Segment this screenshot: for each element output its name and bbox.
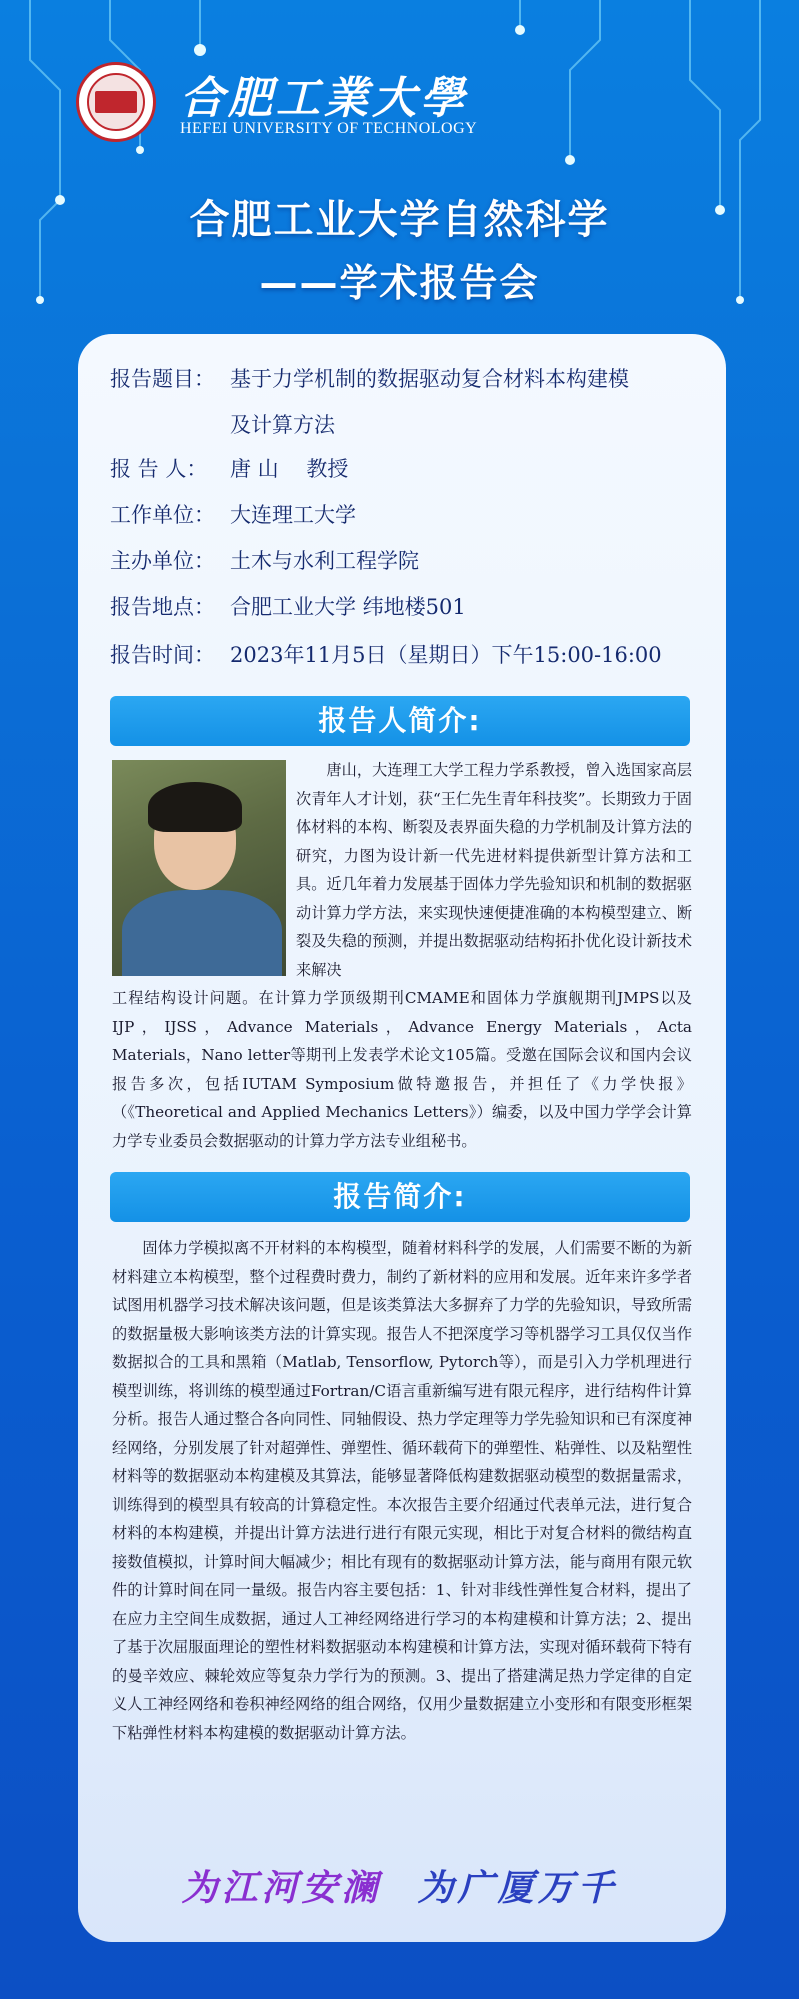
topic-label: 报告题目： [110, 367, 215, 391]
topic-value-line2: 及计算方法 [230, 413, 335, 437]
host-label: 主办单位： [110, 549, 215, 573]
info-time [110, 632, 710, 678]
venue-label: 报告地点： [110, 595, 215, 619]
speaker-value: 唐 山 教授 [230, 457, 349, 481]
motto-part1: 为江河安澜 [181, 1867, 382, 1909]
info-host [110, 538, 710, 584]
time-label: 报告时间： [110, 643, 215, 667]
topic-value-line1: 基于力学机制的数据驱动复合材料本构建模 [230, 367, 629, 391]
abstract-heading: 报告简介: [110, 1172, 690, 1222]
header [0, 0, 799, 330]
speaker-label: 报 告 人： [110, 457, 208, 481]
page-title: 合肥工业大学自然科学 [189, 197, 610, 243]
speaker-photo [112, 760, 286, 976]
bio-heading: 报告人简介: [110, 696, 690, 746]
university-name-en: HEFEI UNIVERSITY OF TECHNOLOGY [180, 120, 478, 137]
bio-text-part1: 唐山，大连理工大学工程力学系教授，曾入选国家高层次青年人才计划，获“王仁先生青年科技奖”。长期致力于固体材料的本构、断裂及表界面失稳的力学机制及计算方法的研究，力图为设计新一代先进材料提供新型计算方法和工具。近几年着力发展基于固体力学先验知识和机制的数据驱动计算力学方法，来实现快速便捷准确的本构模型建立、断裂及失稳的预测，并提出数据驱动结构拓扑优化设计新技术来解决 [296, 761, 692, 979]
affiliation-label: 工作单位： [110, 503, 215, 527]
info-speaker [110, 446, 710, 492]
host-value: 土木与水利工程学院 [230, 549, 419, 573]
info-topic [110, 356, 710, 437]
page-subtitle: ——学术报告会 [259, 261, 540, 305]
motto [0, 1860, 799, 1911]
motto-part2: 为广厦万千 [417, 1867, 618, 1909]
university-seal-logo [76, 62, 156, 142]
time-value: 2023年11月5日（星期日）下午15:00-16:00 [230, 643, 662, 667]
info-affiliation [110, 492, 710, 538]
info-venue [110, 584, 710, 630]
affiliation-value: 大连理工大学 [230, 503, 356, 527]
bio-text-part2: 工程结构设计问题。在计算力学顶级期刊CMAME和固体力学旗舰期刊JMPS以及IJP，IJSS，Advance Materials，Advance Energy Materials，Acta Materials，Nano letter等期刊上发表学术论文105篇。受邀在国际会议和国内会议报告多次，包括IUTAM Symposium做特邀报告，并担任了《力学快报》（《Theoretical and Applied Mechanics Letters》）编委，以及中国力学学会计算力学专业委员会数据驱动的计算力学方法专业组秘书。 [112, 989, 692, 1150]
abstract-text: 固体力学模拟离不开材料的本构模型，随着材料科学的发展，人们需要不断的为新材料建立本构模型，整个过程费时费力，制约了新材料的应用和发展。近年来许多学者试图用机器学习技术解决该问题，但是该类算法大多摒弃了力学的先验知识，导致所需的数据量极大影响该类方法的计算实现。报告人不把深度学习等机器学习工具仅仅当作数据拟合的工具和黑箱（Matlab, Tensorflow, Pytorch等），而是引入力学机理进行模型训练，将训练的模型通过Fortran/C语言重新编写进有限元程序，进行结构件计算分析。报告人通过整合各向同性、同轴假设、热力学定理等力学先验知识和已有深度神经网络，分别发展了针对超弹性、弹塑性、循环载荷下的弹塑性、粘弹性、以及粘塑性材料等的数据驱动本构建模及其算法，能够显著降低构建数据驱动模型的数据量需求，训练得到的模型具有较高的计算稳定性。本次报告主要介绍通过代表单元法，进行复合材料的本构建模，并提出计算方法进行进行有限元实现，相比于对复合材料的微结构直接数值模拟，计算时间大幅减少；相比有现有的数据驱动计算方法，能与商用有限元软件的计算时间在同一量级。报告内容主要包括：1、针对非线性弹性复合材料，提出了在应力主空间生成数据，通过人工神经网络进行学习的本构建模和计算方法；2、提出了基于次屈服面理论的塑性材料数据驱动本构建模和计算方法，实现对循环载荷下特有的曼辛效应、棘轮效应等复杂力学行为的预测。3、提出了搭建满足热力学定律的自定义人工神经网络和卷积神经网络的组合网络，仅用少量数据建立小变形和有限变形框架下粘弹性材料本构建模的数据驱动计算方法。 [112, 1239, 692, 1742]
venue-value: 合肥工业大学 纬地楼501 [230, 595, 466, 619]
university-name-cn: 合肥工業大學 [180, 73, 468, 124]
